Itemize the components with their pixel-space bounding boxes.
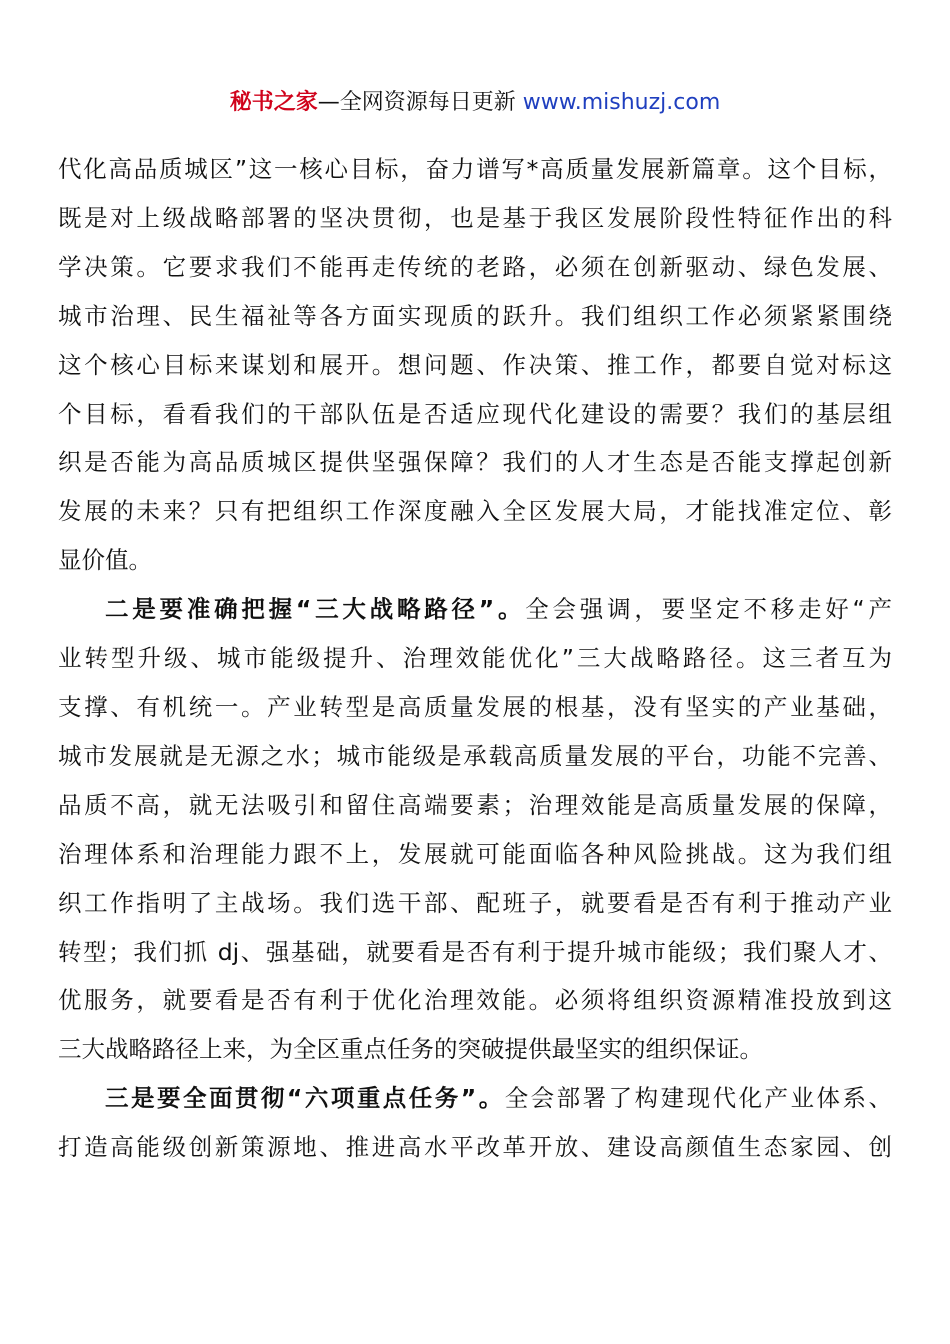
- text-line: 支撑、有机统一。产业转型是高质量发展的根基，没有坚实的产业基础，: [58, 692, 892, 721]
- site-url-link[interactable]: www.mishuzj.com: [522, 90, 721, 115]
- document-body: [58, 145, 892, 1172]
- text-line: 织是否能为高品质城区提供坚强保障？我们的人才生态是否能支撑起创新: [58, 448, 892, 477]
- paragraph-heading: 二是要准确把握“三大战略路径”。: [105, 595, 526, 624]
- text-line: 学决策。它要求我们不能再走传统的老路，必须在创新驱动、绿色发展、: [58, 252, 892, 281]
- text-line: 治理体系和治理能力跟不上，发展就可能面临各种风险挑战。这为我们组: [58, 839, 892, 868]
- text-line: [58, 585, 892, 634]
- paragraph-core-goal: [58, 145, 892, 585]
- paragraph-heading: 三是要全面贯彻“六项重点任务”。: [105, 1084, 505, 1113]
- text-line: 业转型升级、城市能级提升、治理效能优化”三大战略路径。这三者互为: [58, 644, 892, 673]
- text-line: 发展的未来？只有把组织工作深度融入全区发展大局，才能找准定位、彰: [58, 497, 892, 526]
- text-line: 既是对上级战略部署的坚决贯彻，也是基于我区发展阶段性特征作出的科: [58, 203, 892, 232]
- text-line: 显价值。: [58, 546, 152, 575]
- text-line: 打造高能级创新策源地、推进高水平改革开放、建设高颜值生态家园、创: [58, 1133, 892, 1162]
- paragraph-six-key-tasks: [58, 1074, 892, 1172]
- text-line: 城市治理、民生福祉等各方面实现质的跃升。我们组织工作必须紧紧围绕: [58, 301, 892, 330]
- text-line: 个目标，看看我们的干部队伍是否适应现代化建设的需要？我们的基层组: [58, 399, 892, 428]
- text-line: 城市发展就是无源之水；城市能级是承载高质量发展的平台，功能不完善、: [58, 741, 892, 770]
- site-tagline: —全网资源每日更新: [317, 90, 523, 115]
- text-run: 全会强调，要坚定不移走好“产: [525, 595, 892, 624]
- paragraph-three-strategic-paths: [58, 585, 892, 1074]
- text-line: 品质不高，就无法吸引和留住高端要素；治理效能是高质量发展的保障，: [58, 790, 892, 819]
- text-run: 全会部署了构建现代化产业体系、: [504, 1084, 893, 1113]
- text-line: 代化高品质城区”这一核心目标，奋力谱写*高质量发展新篇章。这个目标，: [58, 155, 892, 183]
- text-line: 三大战略路径上来，为全区重点任务的突破提供最坚实的组织保证。: [58, 1035, 763, 1064]
- site-brand: 秘书之家: [229, 90, 318, 115]
- text-line: 转型；我们抓 dj、强基础，就要看是否有利于提升城市能级；我们聚人才、: [58, 937, 892, 966]
- text-line: 优服务，就要看是否有利于优化治理效能。必须将组织资源精准投放到这: [58, 986, 892, 1015]
- text-line: 这个核心目标来谋划和展开。想问题、作决策、推工作，都要自觉对标这: [58, 350, 892, 379]
- site-header: [0, 86, 950, 120]
- text-line: [58, 1074, 892, 1123]
- text-line: 织工作指明了主战场。我们选干部、配班子，就要看是否有利于推动产业: [58, 888, 892, 917]
